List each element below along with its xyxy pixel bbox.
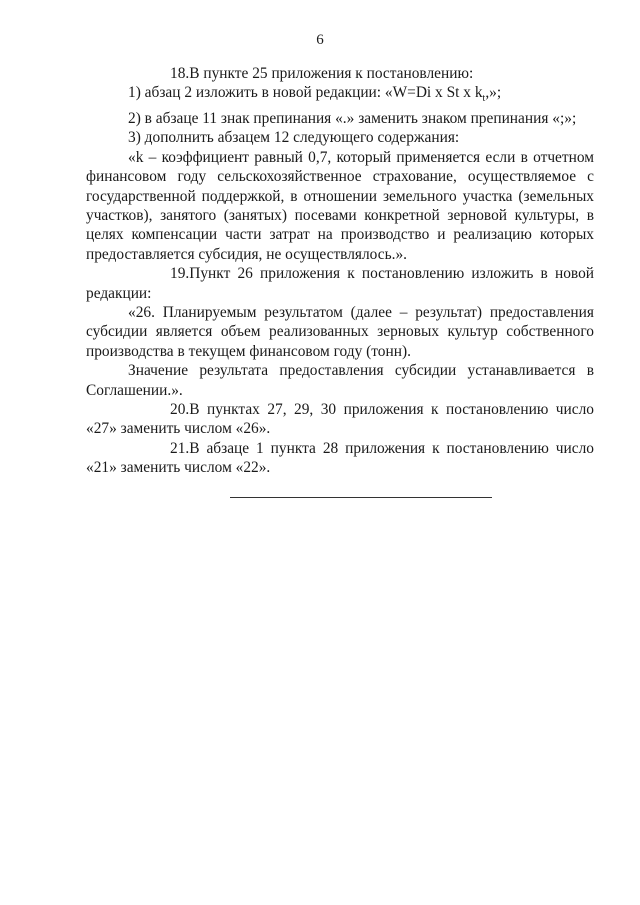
item-21-text: В абзаце 1 пункта 28 приложения к постановлению число «21» заменить числом «22». [86, 439, 594, 477]
item-19-quote-2: Значение результата предоставления субсидии устанавливается в Соглашении.». [86, 362, 594, 399]
item-18-subitem-3: 3) дополнить абзацем 12 следующего содержания: [128, 129, 460, 147]
item-18 [86, 64, 594, 83]
item-18-number: 18. [170, 65, 190, 82]
item-18-subitem-1: 1) абзац 2 изложить в новой редакции: «W=Di x St x $k_t$,»; [128, 84, 502, 105]
formula-subscript: t [482, 93, 486, 105]
item-20-number: 20. [170, 400, 190, 418]
item-19 [86, 264, 594, 303]
item-19-text: Пункт 26 приложения к постановлению изложить в новой редакции: [86, 265, 594, 302]
item-18-quote: «k – коэффициент равный 0,7, который применяется если в отчетном финансовом году сельскохозяйственное страхование, осуществляемое с государственной поддержкой, в отношении земельного участка (земельных участков), занятого (занятых) посевами конкретной зерновой культуры, в целях компенсации части затрат на производство и реализацию которых предоставляется субсидия, не осуществлялось.». [86, 148, 594, 263]
item-18-text: В пункте 25 приложения к постановлению: [189, 65, 474, 82]
document-body [86, 64, 594, 478]
item-21-number: 21. [170, 439, 190, 457]
item-18-subitem-2: 2) в абзаце 11 знак препинания «.» заменить знаком препинания «;»; [128, 109, 577, 127]
item-20-text: В пунктах 27, 29, 30 приложения к постановлению число «27» заменить числом «26». [86, 400, 594, 438]
item-21 [86, 439, 594, 478]
item-19-number: 19. [170, 265, 190, 283]
end-divider-line [230, 497, 492, 498]
page-number: 6 [316, 32, 324, 48]
item-20 [86, 400, 594, 439]
item-19-quote-1: «26. Планируемым результатом (далее – результат) предоставления субсидии является объем реализованных зерновых культур собственного производства в текущем финансовом году (тонн). [86, 303, 594, 360]
